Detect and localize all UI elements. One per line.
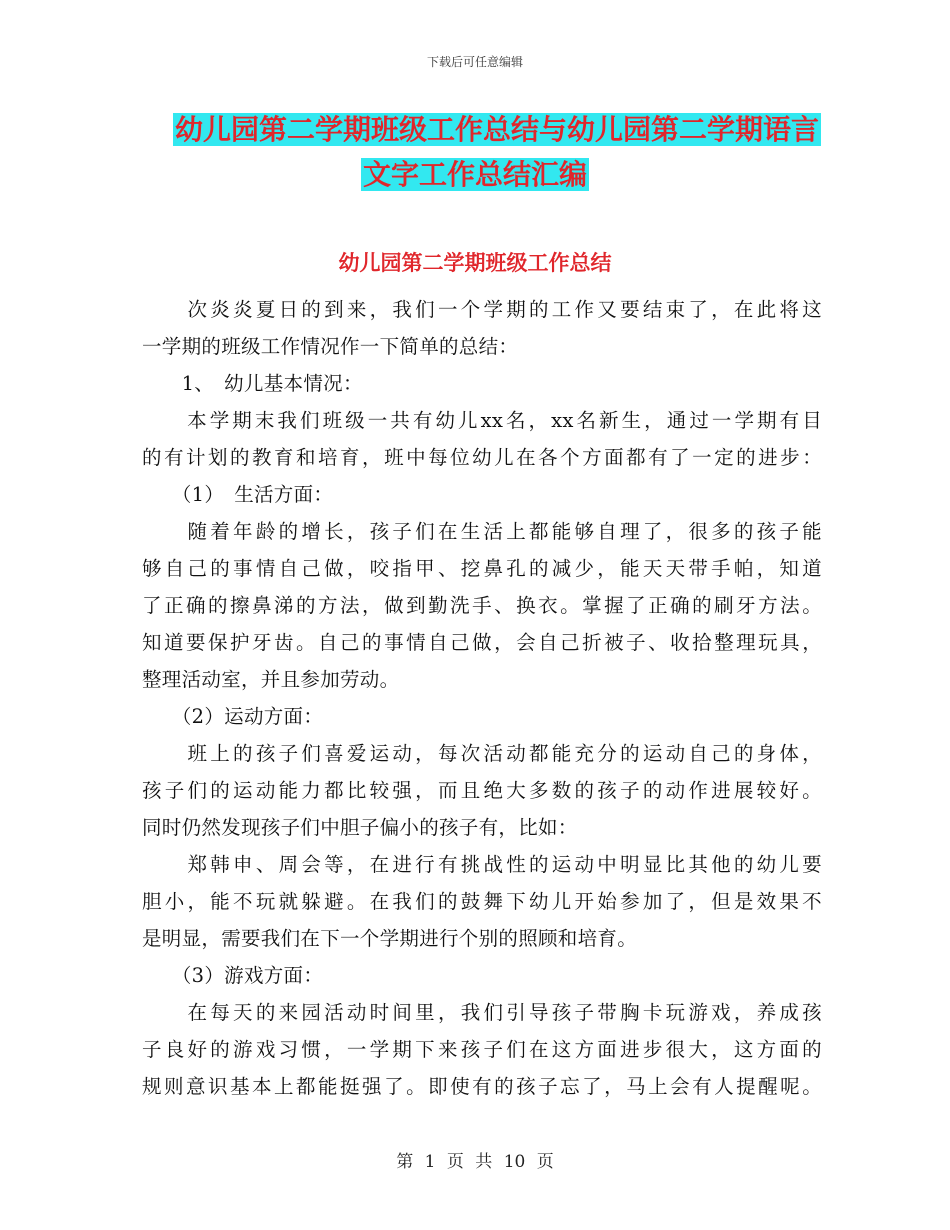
header-note: 下载后可任意编辑: [426, 55, 523, 69]
section-title: 幼儿园第二学期班级工作总结: [338, 250, 612, 275]
body-line: 知道要保护牙齿。自己的事情自己做，会自己折被子、收拾整理玩具，: [142, 631, 822, 654]
body-line: 随着年龄的增长，孩子们在生活上都能够自理了，很多的孩子能: [142, 520, 822, 543]
body-line: 一学期的班级工作情况作一下简单的总结：: [142, 335, 519, 358]
body-line: 子良好的游戏习惯，一学期下来孩子们在这方面进步很大，这方面的: [142, 1038, 822, 1061]
body-line: 整理活动室，并且参加劳动。: [142, 668, 400, 691]
body-line: （3）游戏方面：: [142, 964, 324, 987]
body-line: 郑韩申、周会等，在进行有挑战性的运动中明显比其他的幼儿要: [142, 853, 822, 876]
highlighted-title-text-1: 幼儿园第二学期班级工作总结与幼儿园第二学期语言: [174, 113, 819, 146]
body-line: 在每天的来园活动时间里，我们引导孩子带胸卡玩游戏，养成孩: [142, 1001, 822, 1024]
body-line: 本学期末我们班级一共有幼儿xx名，xx名新生，通过一学期有目: [142, 409, 822, 432]
document-title-line-2: [0, 153, 950, 197]
page-number-footer: 第 1 页 共 10 页: [396, 1152, 554, 1172]
body-line: 的有计划的教育和培育，班中每位幼儿在各个方面都有了一定的进步：: [142, 446, 822, 469]
body-line: 胆小，能不玩就躲避。在我们的鼓舞下幼儿开始参加了，但是效果不: [142, 890, 822, 913]
body-line: 够自己的事情自己做，咬指甲、挖鼻孔的减少，能天天带手帕，知道: [142, 557, 822, 580]
body-line: 班上的孩子们喜爱运动，每次活动都能充分的运动自己的身体，: [142, 742, 822, 765]
body-line: （2）运动方面：: [142, 705, 324, 728]
body-line: （1） 生活方面：: [142, 483, 334, 506]
body-line: 1、 幼儿基本情况：: [142, 372, 363, 395]
body-line: 同时仍然发现孩子们中胆子偏小的孩子有，比如：: [142, 816, 578, 839]
body-line: 了正确的擦鼻涕的方法，做到勤洗手、换衣。掌握了正确的刷牙方法。: [142, 594, 822, 617]
body-line: 是明显，需要我们在下一个学期进行个别的照顾和培育。: [142, 927, 638, 950]
highlighted-title-text-2: 文字工作总结汇编: [362, 158, 587, 191]
body-line: 孩子们的运动能力都比较强，而且绝大多数的孩子的动作进展较好。: [142, 779, 822, 802]
body-line: 规则意识基本上都能挺强了。即使有的孩子忘了，马上会有人提醒呢。: [142, 1075, 822, 1098]
document-title-line-1: [22, 108, 950, 152]
body-line: 次炎炎夏日的到来，我们一个学期的工作又要结束了，在此将这: [142, 298, 822, 321]
